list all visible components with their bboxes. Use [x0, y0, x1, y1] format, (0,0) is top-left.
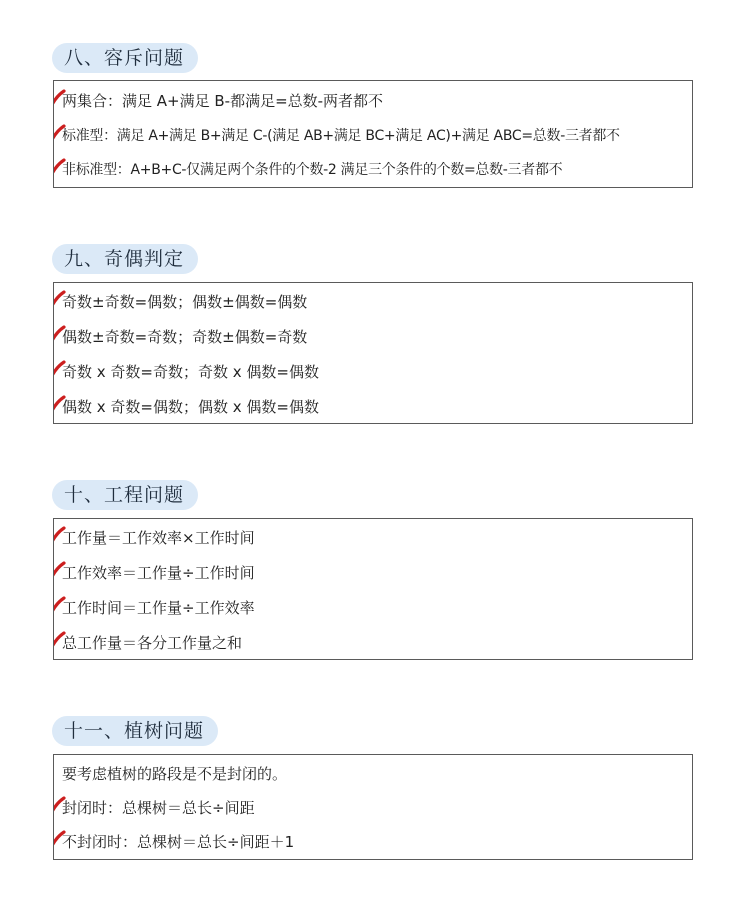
item-text: 工作量＝工作效率×工作时间: [62, 529, 255, 547]
item-text: 总工作量＝各分工作量之和: [62, 634, 243, 652]
section-box: [53, 80, 693, 188]
list-item: [54, 355, 692, 389]
item-text: 工作效率＝工作量÷工作时间: [62, 564, 255, 582]
list-item: [54, 390, 692, 424]
item-text: 标准型：满足 A+满足 B+满足 C-(满足 AB+满足 BC+满足 AC)+满足 ABC=总数-三者都不: [62, 128, 620, 144]
list-item: [54, 285, 692, 319]
list-item: [54, 757, 692, 791]
section-heading: 十、工程问题: [52, 480, 198, 510]
list-item: [54, 320, 692, 354]
item-text: 两集合：满足 A+满足 B-都满足=总数-两者都不: [62, 92, 384, 110]
item-text: 要考虑植树的路段是不是封闭的。: [62, 765, 288, 783]
item-text: 偶数 x 奇数=偶数；偶数 x 偶数=偶数: [62, 398, 319, 416]
list-item: [54, 591, 692, 625]
item-text: 不封闭时：总棵树＝总长÷间距＋1: [62, 833, 295, 851]
item-text: 非标准型：A+B+C-仅满足两个条件的个数-2 满足三个条件的个数=总数-三者都不: [62, 162, 563, 178]
section-box: [53, 754, 693, 860]
list-item: [54, 556, 692, 590]
item-text: 奇数±奇数=偶数；偶数±偶数=偶数: [62, 293, 308, 311]
section-heading: 九、奇偶判定: [52, 244, 198, 274]
list-item: [54, 84, 692, 118]
list-item: [54, 791, 692, 825]
item-text: 奇数 x 奇数=奇数；奇数 x 偶数=偶数: [62, 363, 319, 381]
list-item: [54, 626, 692, 660]
item-text: 偶数±奇数=奇数；奇数±偶数=奇数: [62, 328, 308, 346]
item-text: 封闭时：总棵树＝总长÷间距: [62, 799, 255, 817]
section-heading: 十一、植树问题: [52, 716, 218, 746]
section-box: [53, 518, 693, 660]
item-text: 工作时间＝工作量÷工作效率: [62, 599, 255, 617]
list-item: [54, 825, 692, 859]
list-item: [54, 521, 692, 555]
list-item: [54, 119, 692, 153]
list-item: [54, 153, 692, 187]
section-box: [53, 282, 693, 424]
section-heading: 八、容斥问题: [52, 43, 198, 73]
